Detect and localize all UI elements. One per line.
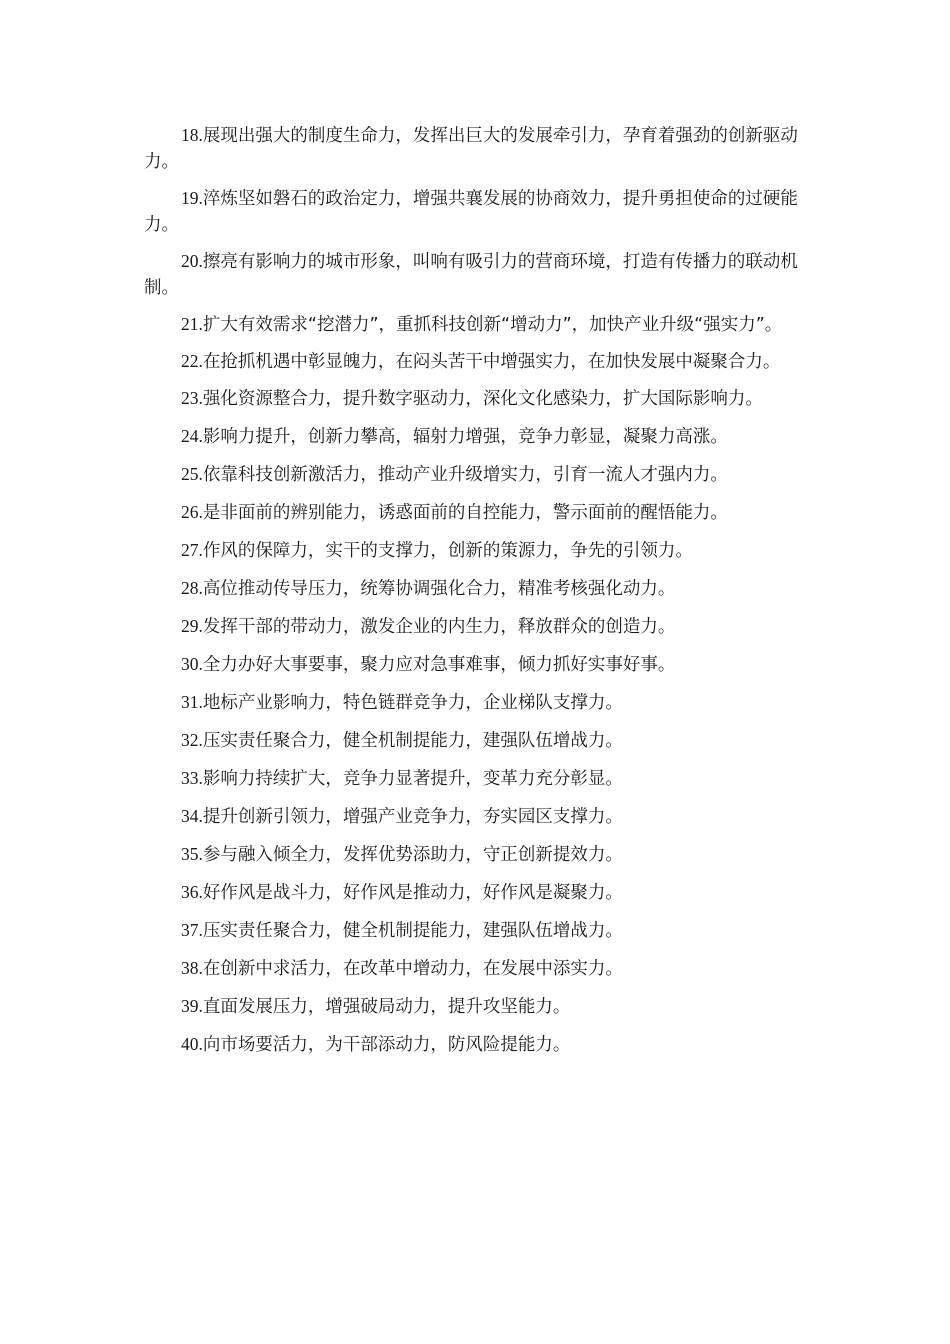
- list-item: 27.作风的保障力，实干的支撑力，创新的策源力，争先的引领力。: [181, 540, 693, 561]
- list-item: 24.影响力提升，创新力攀高，辐射力增强，竞争力彰显，凝聚力高涨。: [181, 426, 728, 447]
- list-item: 38.在创新中求活力，在改革中增动力，在发展中添实力。: [181, 958, 623, 979]
- list-item: 23.强化资源整合力，提升数字驱动力，深化文化感染力，扩大国际影响力。: [181, 388, 763, 409]
- list-item: 40.向市场要活力，为干部添动力，防风险提能力。: [181, 1034, 571, 1055]
- list-item: 36.好作风是战斗力，好作风是推动力，好作风是凝聚力。: [181, 882, 623, 903]
- list-item: 35.参与融入倾全力，发挥优势添助力，守正创新提效力。: [181, 844, 623, 865]
- list-item: 31.地标产业影响力，特色链群竞争力，企业梯队支撑力。: [181, 692, 623, 713]
- document-body: [144, 122, 812, 1069]
- list-item: 19.淬炼坚如磐石的政治定力，增强共襄发展的协商效力，提升勇担使命的过硬能力。: [144, 188, 798, 235]
- list-item: 39.直面发展压力，增强破局动力，提升攻坚能力。: [181, 996, 571, 1017]
- list-item: 26.是非面前的辨别能力，诱惑面前的自控能力，警示面前的醒悟能力。: [181, 502, 728, 523]
- list-item: 21.扩大有效需求“挖潜力”，重抓科技创新“增动力”，加快产业升级“强实力”。: [181, 314, 783, 335]
- list-item: 20.擦亮有影响力的城市形象，叫响有吸引力的营商环境，打造有传播力的联动机制。: [144, 251, 798, 298]
- list-item: 33.影响力持续扩大，竞争力显著提升，变革力充分彰显。: [181, 768, 623, 789]
- list-item: 30.全力办好大事要事，聚力应对急事难事，倾力抓好实事好事。: [181, 654, 676, 675]
- list-item: 18.展现出强大的制度生命力，发挥出巨大的发展牵引力，孕育着强劲的创新驱动力。: [144, 125, 798, 172]
- list-item: 22.在抢抓机遇中彰显魄力，在闷头苦干中增强实力，在加快发展中凝聚合力。: [181, 351, 781, 372]
- list-item: 29.发挥干部的带动力，激发企业的内生力，释放群众的创造力。: [181, 616, 676, 637]
- list-item: 34.提升创新引领力，增强产业竞争力，夯实园区支撑力。: [181, 806, 623, 827]
- list-item: 28.高位推动传导压力，统筹协调强化合力，精准考核强化动力。: [181, 578, 676, 599]
- list-item: 37.压实责任聚合力，健全机制提能力，建强队伍增战力。: [181, 920, 623, 941]
- list-item: 32.压实责任聚合力，健全机制提能力，建强队伍增战力。: [181, 730, 623, 751]
- list-item: 25.依靠科技创新激活力，推动产业升级增实力，引育一流人才强内力。: [181, 464, 728, 485]
